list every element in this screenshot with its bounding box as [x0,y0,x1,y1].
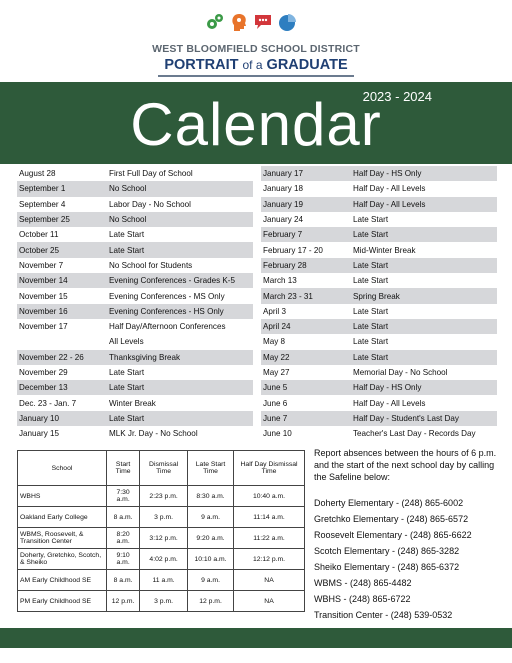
event-description: Late Start [353,322,389,332]
table-row [18,528,305,549]
table-row [18,570,305,591]
event-description: No School [109,215,147,225]
event-date: April 3 [263,306,286,316]
event-date: September 4 [19,199,66,209]
event-row [261,288,497,303]
page-title: Calendar [130,91,382,158]
cell-half: 11:14 a.m. [234,507,305,528]
contact-line: Gretchko Elementary - (248) 865-6572 [314,514,469,524]
district-logo [0,0,512,82]
table-row [18,549,305,570]
event-date: February 28 [263,260,307,270]
event-date: May 8 [263,337,286,347]
events-list-left [17,166,253,441]
cell-school: WBMS, Roosevelt, & Transition Center [18,528,107,549]
event-row [17,181,253,196]
event-row [261,212,497,227]
event-description: Late Start [353,230,389,240]
portrait-graduate: GRADUATE [266,57,348,73]
cell-start: 8 a.m. [107,507,140,528]
event-date: February 7 [263,230,303,240]
event-row [17,411,253,426]
event-date: May 27 [263,368,290,377]
event-description: Late Start [353,276,389,286]
event-description: Half Day - All Levels [353,199,426,209]
event-row [17,426,253,441]
school-year: 2023 - 2024 [362,89,432,104]
event-row [17,197,253,212]
event-date: November 22 - 26 [19,352,84,362]
table-row [18,507,305,528]
cell-dismissal: 11 a.m. [140,570,188,591]
event-date: November 14 [19,276,68,286]
contact-line: Transition Center - (248) 539-0532 [314,610,453,620]
portrait-word: PORTRAIT [164,57,239,73]
event-row [261,365,497,380]
event-date: September 1 [19,184,66,194]
event-description: Half Day - Student's Last Day [353,413,459,423]
cell-half: 10:40 a.m. [234,486,305,507]
district-name: WEST BLOOMFIELD SCHOOL DISTRICT [152,43,360,55]
event-date: June 10 [263,429,292,439]
event-date: January 18 [263,184,304,194]
event-date: January 19 [263,199,304,209]
event-date: May 22 [263,352,290,362]
contact-line: Sheiko Elementary - (248) 865-6372 [314,562,460,572]
event-row [261,181,497,196]
portrait-underline [158,75,354,77]
event-date: March 23 - 31 [263,291,313,301]
table-row [18,486,305,507]
col-late-start: Late Start Time [188,451,234,486]
event-date: March 13 [263,276,297,286]
event-row [17,319,253,334]
event-description: MLK Jr. Day - No School [109,429,198,439]
event-description: First Full Day of School [109,169,193,179]
event-description: Late Start [353,352,389,362]
event-row [261,304,497,319]
event-description: Late Start [353,306,389,316]
cell-start: 9:10 a.m. [107,549,140,570]
event-row [17,365,253,380]
col-school: School [18,451,107,486]
event-row [261,166,497,181]
contact-line: Scotch Elementary - (248) 865-3282 [314,546,460,556]
event-row [261,197,497,212]
cell-start: 12 p.m. [107,591,140,612]
event-description: Late Start [109,230,145,240]
cell-late: 12 p.m. [188,591,234,612]
event-description: Late Start [353,337,389,347]
event-date: November 29 [19,368,68,377]
cell-school: AM Early Childhood SE [18,570,107,591]
event-description: Half Day - All Levels [353,398,426,408]
event-description: Half Day/Afternoon Conferences [109,322,226,332]
cell-late: 9 a.m. [188,570,234,591]
safeline-contacts [314,498,504,626]
cell-late: 8:30 a.m. [188,486,234,507]
event-row [17,273,253,288]
event-row [261,227,497,242]
portrait-of-a-graduate [0,57,512,73]
event-row [261,334,497,349]
contact-line: WBHS - (248) 865-6722 [314,594,411,604]
cell-late: 10:10 a.m. [188,549,234,570]
cell-school: Doherty, Gretchko, Scotch, & Sheiko [18,549,107,570]
event-date: November 17 [19,322,68,332]
event-description: Late Start [109,368,145,377]
cell-dismissal: 2:23 p.m. [140,486,188,507]
cell-dismissal: 3 p.m. [140,507,188,528]
footer-bar [0,628,512,648]
event-row [17,166,253,181]
event-row [17,304,253,319]
event-date: November 16 [19,306,68,316]
event-description: Late Start [353,215,389,225]
speech-bubble-icon [253,12,273,32]
cell-late: 9 a.m. [188,507,234,528]
event-row [17,380,253,395]
event-row [17,288,253,303]
event-description: No School [109,184,147,194]
event-description: Evening Conferences - HS Only [109,306,224,316]
event-date: Dec. 23 - Jan. 7 [19,398,77,408]
event-description: Late Start [353,260,389,270]
event-row [17,350,253,365]
event-row [17,334,253,349]
event-date: January 10 [19,413,60,423]
event-description: Thanksgiving Break [109,352,181,362]
event-row [17,242,253,257]
event-row [17,395,253,410]
event-description: Half Day - HS Only [353,383,422,393]
cell-school: Oakland Early College [18,507,107,528]
event-description: Mid-Winter Break [353,245,416,255]
cell-dismissal: 4:02 p.m. [140,549,188,570]
cell-school: PM Early Childhood SE [18,591,107,612]
event-row [261,319,497,334]
absence-note: Report absences between the hours of 6 p.m. and the start of the next school day by calling the Safeline below: [314,448,497,482]
event-row [17,227,253,242]
event-description: Labor Day - No School [109,199,191,209]
schedule-body [18,486,305,612]
event-row [17,212,253,227]
contact-line: WBMS - (248) 865-4482 [314,578,412,588]
cell-half: NA [234,570,305,591]
cell-dismissal: 3:12 p.m. [140,528,188,549]
event-description: Half Day - All Levels [353,184,426,194]
cell-half: 12:12 p.m. [234,549,305,570]
event-date: June 5 [263,383,288,393]
school-times-table [17,450,305,612]
event-date: October 25 [19,245,60,255]
gears-icon [205,12,225,32]
event-row [261,273,497,288]
col-dismissal: Dismissal Time [140,451,188,486]
event-date: February 17 - 20 [263,245,323,255]
event-row [261,395,497,410]
cell-start: 7:30 a.m. [107,486,140,507]
cell-dismissal: 3 p.m. [140,591,188,612]
event-description: Half Day - HS Only [353,169,422,179]
events-list-right [261,166,497,441]
event-row [261,380,497,395]
pie-chart-icon [277,12,297,32]
cell-half: NA [234,591,305,612]
cell-start: 8 a.m. [107,570,140,591]
event-row [261,411,497,426]
contact-line: Roosevelt Elementary - (248) 865-6622 [314,530,472,540]
cell-late: 9:20 a.m. [188,528,234,549]
head-profile-icon [229,12,249,32]
col-start: Start Time [107,451,140,486]
contact-line: Doherty Elementary - (248) 865-6002 [314,498,464,508]
event-description: Evening Conferences - Grades K-5 [109,276,235,286]
event-date: June 7 [263,413,288,423]
event-date: November 7 [19,260,64,270]
cell-school: WBHS [18,486,107,507]
event-description: Spring Break [353,291,400,301]
event-date: January 24 [263,215,304,225]
col-half-day: Half Day Dismissal Time [234,451,305,486]
event-row [261,350,497,365]
event-row [261,426,497,441]
event-date: November 15 [19,291,68,301]
event-date: June 6 [263,398,288,408]
event-description: Evening Conferences - MS Only [109,291,225,301]
event-date: December 13 [19,383,68,393]
event-date: October 11 [19,230,59,240]
table-row [18,591,305,612]
event-date: September 25 [19,215,70,225]
event-description: Late Start [109,413,145,423]
event-date: January 17 [263,169,304,179]
event-description: Teacher's Last Day - Records Day [353,429,476,439]
event-date: April 24 [263,322,291,332]
event-description: All Levels [109,337,144,347]
event-description: Late Start [109,245,145,255]
event-date: August 28 [19,169,56,179]
event-row [261,258,497,273]
cell-start: 8:20 a.m. [107,528,140,549]
portrait-of-a: of a [242,58,263,72]
calendar-banner [0,82,512,164]
event-date: January 15 [19,429,60,439]
cell-half: 11:22 a.m. [234,528,305,549]
event-row [17,258,253,273]
logo-icons [205,12,297,32]
event-row [261,242,497,257]
event-description: Winter Break [109,398,156,408]
event-description: No School for Students [109,260,193,270]
table-header-row [18,451,305,486]
event-description: Late Start [109,383,145,393]
event-description: Memorial Day - No School [353,368,448,377]
